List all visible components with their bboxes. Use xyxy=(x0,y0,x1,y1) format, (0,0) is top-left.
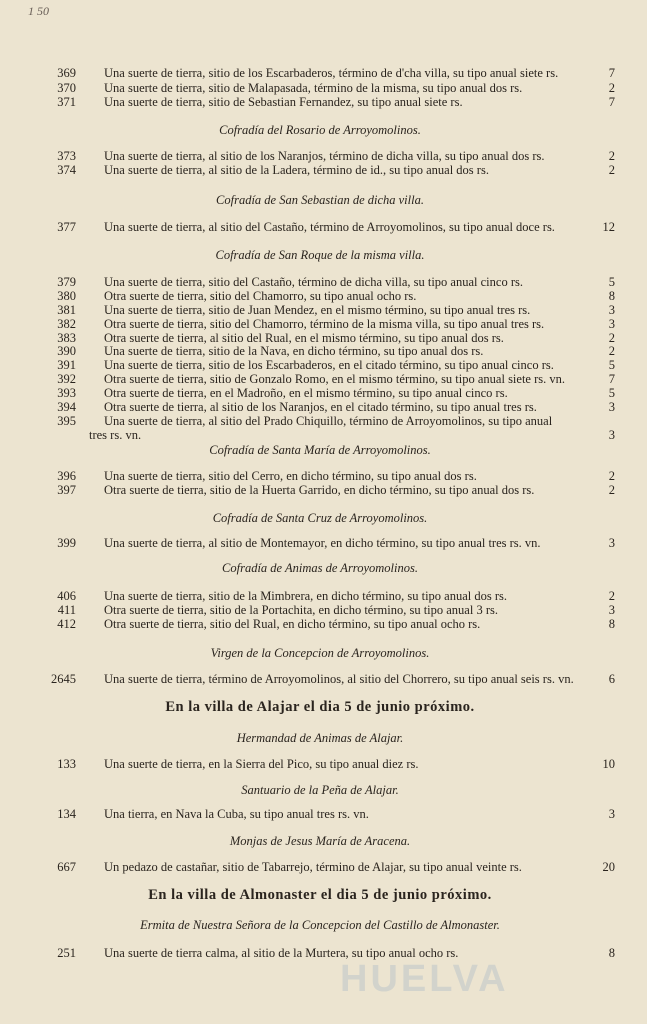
entry-value: 12 xyxy=(602,220,615,234)
entry-number: 381 xyxy=(57,303,76,317)
entry-text: Una tierra, en Nava la Cuba, su tipo anual tres rs. vn. xyxy=(104,808,369,821)
entry-text: Una suerte de tierra, al sitio del Prado Chiquillo, término de Arroyomolinos, su tipo anual xyxy=(104,414,553,428)
entry-description xyxy=(104,67,580,81)
entry-text: Una suerte de tierra, sitio de Juan Mendez, en el mismo término, su tipo anual tres rs. xyxy=(104,304,531,317)
entry-text: Otra suerte de tierra, en el Madroño, en el mismo término, su tipo anual cinco rs. xyxy=(104,387,508,400)
entry-description xyxy=(104,276,580,290)
entry-text: Una suerte de tierra, en la Sierra del Pico, su tipo anual diez rs. xyxy=(104,758,419,771)
entry-description xyxy=(104,470,580,484)
entry-value: 3 xyxy=(608,807,615,821)
watermark: HUELVA xyxy=(340,958,509,1000)
entry-number: 397 xyxy=(57,483,76,497)
section-heading: Cofradía de Santa Cruz de Arroyomolinos. xyxy=(212,511,428,525)
entry-number: 667 xyxy=(57,860,76,874)
entry-text: Una suerte de tierra, al sitio de la Ladera, término de id., su tipo anual dos rs. xyxy=(104,164,489,177)
section-heading: Cofradía de Animas de Arroyomolinos. xyxy=(222,561,418,575)
entry-number: 133 xyxy=(57,757,76,771)
entry-text: Una suerte de tierra, al sitio de Montemayor, en dicho término, su tipo anual tres rs. vn. xyxy=(104,537,541,550)
entry-number: 412 xyxy=(57,617,76,631)
entry-text: Otra suerte de tierra, sitio de la Huerta Garrido, en dicho término, su tipo anual dos rs. xyxy=(104,484,535,497)
entry-text: Una suerte de tierra calma, al sitio de la Murtera, su tipo anual ocho rs. xyxy=(104,947,459,960)
entry-number: 251 xyxy=(57,946,76,960)
entry-number: 383 xyxy=(57,331,76,345)
entry-description xyxy=(104,387,580,401)
entry-value: 2 xyxy=(608,163,615,177)
entry-number: 369 xyxy=(57,66,76,80)
entry-number: 380 xyxy=(57,289,76,303)
entry-value: 6 xyxy=(608,672,615,686)
entry-number: 393 xyxy=(57,386,76,400)
entry-value: 5 xyxy=(608,275,615,289)
entry-value: 2 xyxy=(608,589,615,603)
entry-description xyxy=(104,150,580,164)
entry-number: 395 xyxy=(57,414,76,428)
section-heading: Cofradía de San Roque de la misma villa. xyxy=(215,248,425,262)
entry-value: 7 xyxy=(608,95,615,109)
entry-number: 373 xyxy=(57,149,76,163)
entry-description xyxy=(104,96,580,110)
entry-text: Una suerte de tierra, sitio de la Mimbrera, en dicho término, su tipo anual dos rs. xyxy=(104,590,508,603)
entry-value: 5 xyxy=(608,386,615,400)
entry-text: Una suerte de tierra, sitio de Sebastian Fernandez, su tipo anual siete rs. xyxy=(104,96,463,109)
entry-text: Una suerte de tierra, sitio del Cerro, en dicho término, su tipo anual dos rs. xyxy=(104,470,477,483)
entry-description xyxy=(104,345,580,359)
entry-value: 3 xyxy=(608,603,615,617)
section-heading: Monjas de Jesus María de Aracena. xyxy=(229,834,411,848)
section-heading: Virgen de la Concepcion de Arroyomolinos. xyxy=(210,646,430,660)
entry-number: 406 xyxy=(57,589,76,603)
entry-description xyxy=(104,82,580,96)
entry-text-continuation: tres rs. vn. xyxy=(89,427,142,442)
entry-value: 3 xyxy=(608,400,615,414)
entry-description xyxy=(89,414,580,442)
entry-value: 8 xyxy=(608,617,615,631)
entry-text: Una suerte de tierra, sitio de los Escarbaderos, en el citado término, su tipo anual cinco rs. xyxy=(104,359,554,372)
entry-text: Otra suerte de tierra, sitio del Rual, en dicho término, su tipo anual ocho rs. xyxy=(104,618,481,631)
entry-description xyxy=(104,401,580,415)
entry-description xyxy=(104,808,580,822)
corner-mark: 1 50 xyxy=(28,4,49,18)
section-heading: Ermita de Nuestra Señora de la Concepcion del Castillo de Almonaster. xyxy=(140,918,500,932)
entry-description xyxy=(104,221,580,235)
section-heading: Santuario de la Peña de Alajar. xyxy=(241,783,399,797)
entry-value: 20 xyxy=(602,860,615,874)
section-heading: Hermandad de Animas de Alajar. xyxy=(236,731,404,745)
entry-number: 391 xyxy=(57,358,76,372)
entry-description xyxy=(104,618,580,632)
entry-description xyxy=(104,373,580,387)
entry-number: 2645 xyxy=(51,672,76,686)
entry-value: 3 xyxy=(608,536,615,550)
entry-description xyxy=(104,290,580,304)
entry-number: 390 xyxy=(57,344,76,358)
entry-text: Otra suerte de tierra, al sitio del Rual, en el mismo término, su tipo anual dos rs. xyxy=(104,332,504,345)
entry-number: 379 xyxy=(57,275,76,289)
entry-description xyxy=(104,590,580,604)
entry-value: 10 xyxy=(602,757,615,771)
entry-value: 3 xyxy=(608,428,615,442)
entry-text: Una suerte de tierra, sitio de los Escarbaderos, término de d'cha villa, su tipo anual siete rs. xyxy=(104,67,559,80)
entry-value: 2 xyxy=(608,81,615,95)
entry-description xyxy=(104,758,580,772)
entry-description xyxy=(104,359,580,373)
entry-number: 399 xyxy=(57,536,76,550)
entry-description xyxy=(104,164,580,178)
entry-number: 392 xyxy=(57,372,76,386)
entry-description xyxy=(104,537,580,551)
entry-value: 2 xyxy=(608,344,615,358)
entry-text: Un pedazo de castañar, sitio de Tabarrejo, término de Alajar, su tipo anual veinte rs. xyxy=(104,861,522,874)
entry-value: 2 xyxy=(608,149,615,163)
entry-text: Otra suerte de tierra, al sitio de los Naranjos, en el citado término, su tipo anual tres rs. xyxy=(104,401,537,414)
entry-text: Una suerte de tierra, término de Arroyomolinos, al sitio del Chorrero, su tipo anual seis rs. vn. xyxy=(104,673,574,686)
entry-description xyxy=(104,861,580,875)
entry-text: Una suerte de tierra, al sitio del Castaño, término de Arroyomolinos, su tipo anual doce rs. xyxy=(104,221,555,234)
entry-text: Una suerte de tierra, sitio de Malapasada, término de la misma, su tipo anual dos rs. xyxy=(104,82,523,95)
entry-number: 396 xyxy=(57,469,76,483)
entry-description xyxy=(104,484,580,498)
entry-value: 3 xyxy=(608,317,615,331)
section-heading: Cofradía de San Sebastian de dicha villa. xyxy=(216,193,424,207)
entry-text: Una suerte de tierra, sitio del Castaño, término de dicha villa, su tipo anual cinco rs. xyxy=(104,276,523,289)
entry-text: Otra suerte de tierra, sitio del Chamorro, término de la misma villa, su tipo anual tres rs. xyxy=(104,318,545,331)
entry-description xyxy=(104,304,580,318)
section-heading: Cofradía del Rosario de Arroyomolinos. xyxy=(219,123,421,137)
entry-value: 7 xyxy=(608,372,615,386)
entry-value: 8 xyxy=(608,289,615,303)
entry-number: 377 xyxy=(57,220,76,234)
town-heading: En la villa de Alajar el dia 5 de junio próximo. xyxy=(165,699,475,715)
entry-text: Otra suerte de tierra, sitio de la Portachita, en dicho término, su tipo anual 3 rs. xyxy=(104,604,498,617)
entry-number: 370 xyxy=(57,81,76,95)
entry-number: 371 xyxy=(57,95,76,109)
entry-value: 5 xyxy=(608,358,615,372)
entry-description xyxy=(104,318,580,332)
entry-number: 374 xyxy=(57,163,76,177)
entry-number: 382 xyxy=(57,317,76,331)
entry-value: 2 xyxy=(608,469,615,483)
entry-value: 3 xyxy=(608,303,615,317)
section-heading: Cofradía de Santa María de Arroyomolinos. xyxy=(209,443,431,457)
entry-number: 411 xyxy=(57,603,76,617)
entry-text: Otra suerte de tierra, sitio del Chamorro, su tipo anual ocho rs. xyxy=(104,290,417,303)
entry-description xyxy=(104,673,580,687)
entry-number: 134 xyxy=(57,807,76,821)
entry-number: 394 xyxy=(57,400,76,414)
entry-description xyxy=(104,604,580,618)
town-heading: En la villa de Almonaster el dia 5 de junio próximo. xyxy=(148,887,492,903)
entry-description xyxy=(104,332,580,346)
entry-text: Otra suerte de tierra, sitio de Gonzalo Romo, en el mismo término, su tipo anual siete rs. vn. xyxy=(104,373,566,386)
entry-value: 8 xyxy=(608,946,615,960)
entry-text: Una suerte de tierra, sitio de la Nava, en dicho término, su tipo anual dos rs. xyxy=(104,345,484,358)
entry-value: 2 xyxy=(608,483,615,497)
entry-value: 2 xyxy=(608,331,615,345)
entry-text: Una suerte de tierra, al sitio de los Naranjos, término de dicha villa, su tipo anual dos rs. xyxy=(104,150,545,163)
entry-value: 7 xyxy=(608,66,615,80)
